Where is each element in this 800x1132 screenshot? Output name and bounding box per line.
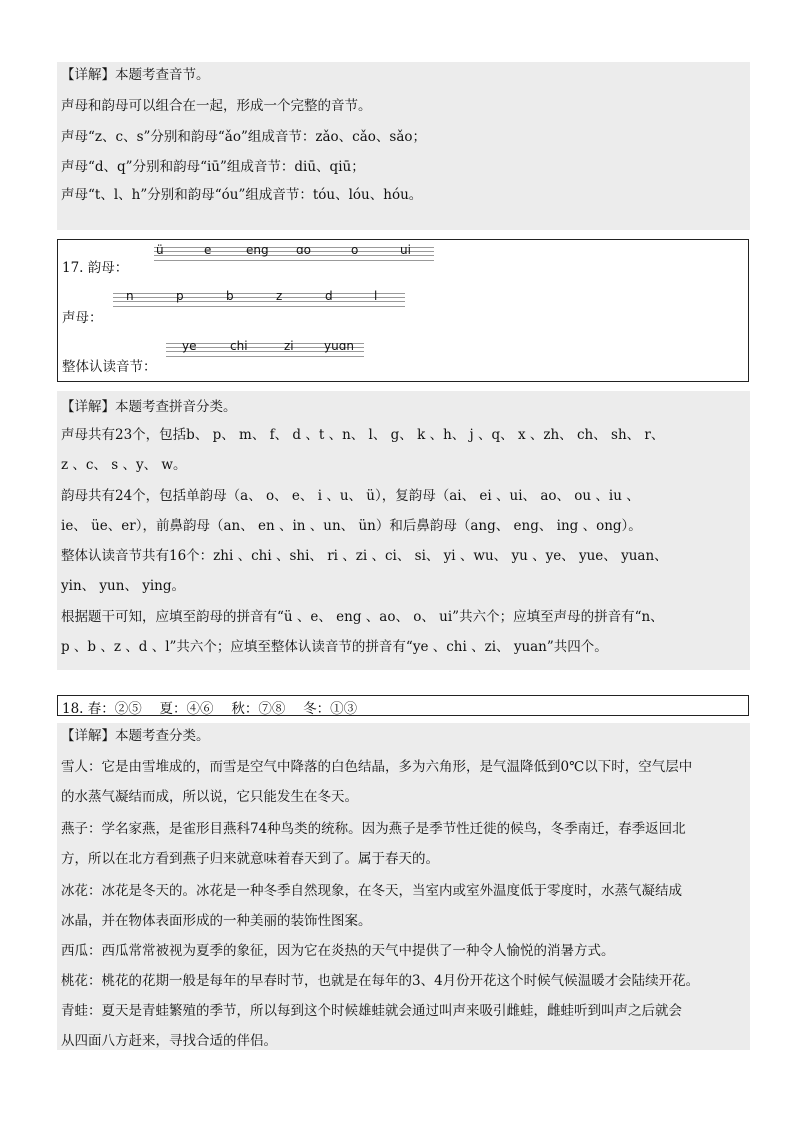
explanation-16-line: 声母“d、q”分别和韵母“iū”组成音节：diū、qiū； [61, 159, 365, 175]
zhengti-staff [166, 339, 364, 357]
explanation-17-line: 根据题干可知，应填至韵母的拼音有“ü 、e、 eng 、ao、 o、 ui”共六个；应填至声母的拼音有“n、 [61, 609, 664, 625]
zhengti-item: yuɑn [324, 339, 354, 353]
answer-18: 18. 春：②⑤ 夏：④⑥ 秋：⑦⑧ 冬：①③ [62, 701, 358, 717]
answer-box-18 [57, 695, 749, 716]
explanation-16-line: 声母“z、c、s”分别和韵母“ǎo”组成音节：zǎo、cǎo、sǎo； [61, 129, 427, 145]
shengmu-item: b [226, 289, 234, 303]
explanation-16-line: 【详解】本题考查音节。 [61, 67, 210, 83]
answer-box-17 [57, 239, 749, 382]
explanation-16-line: 声母和韵母可以组合在一起，形成一个完整的音节。 [61, 98, 372, 114]
yunmu-item: ü [156, 243, 164, 257]
zhengti-item: ye [182, 339, 197, 353]
explanation-16-background [57, 62, 750, 230]
shengmu-item: d [325, 289, 333, 303]
explanation-17-line: p 、b 、z 、d 、l”共六个；应填至整体认读音节的拼音有“ye 、chi 、zi、 yuan”共四个。 [61, 639, 608, 655]
zhengti-item: chi [230, 339, 248, 353]
yunmu-item: eng [246, 243, 269, 257]
shengmu-item: n [126, 289, 134, 303]
yunmu-item: ui [400, 243, 411, 257]
explanation-18-line: 西瓜：西瓜常常被视为夏季的象征，因为它在炎热的天气中提供了一种令人愉悦的消暑方式。 [61, 943, 615, 959]
explanation-18-line: 桃花：桃花的花期一般是每年的早春时节，也就是在每年的3、4月份开花这个时候气候温暖才会陆续开花。 [61, 973, 700, 989]
yunmu-item: e [204, 243, 212, 257]
explanation-17-line: ie、 üe、er），前鼻韵母（an、 en 、in 、un、 ün）和后鼻韵母（ang、 eng、 ing 、ong）。 [61, 518, 642, 534]
explanation-17-line: 韵母共有24个，包括单韵母（a、 o、 e、 i 、u、 ü），复韵母（ai、 ei 、ui、 ao、 ou 、iu 、 [61, 488, 640, 504]
shengmu-item: l [374, 289, 378, 303]
explanation-18-line: 的水蒸气凝结而成，所以说，它只能发生在冬天。 [61, 789, 358, 805]
explanation-18-line: 青蛙：夏天是青蛙繁殖的季节，所以每到这个时候雄蛙就会通过叫声来吸引雌蛙，雌蛙听到叫声之后就会 [61, 1003, 682, 1019]
explanation-18-line: 冰晶，并在物体表面形成的一种美丽的装饰性图案。 [61, 913, 372, 929]
shengmu-label: 声母： [62, 310, 103, 326]
explanation-17-line: 整体认读音节共有16个：zhi 、chi 、shi、 ri 、zi 、ci、 si、 yi 、wu、 yu 、ye、 yue、 yuan、 [61, 548, 668, 564]
shengmu-staff [113, 289, 405, 307]
yunmu-item: ɑo [296, 243, 311, 257]
explanation-18-line: 【详解】本题考查分类。 [61, 728, 210, 744]
yunmu-staff [154, 243, 434, 261]
shengmu-item: p [176, 289, 184, 303]
explanation-17-line: 【详解】本题考查拼音分类。 [61, 399, 237, 415]
zhengti-label: 整体认读音节： [62, 359, 157, 375]
explanation-18-line: 燕子：学名家燕，是雀形目燕科74种鸟类的统称。因为燕子是季节性迁徙的候鸟，冬季南迁，春季返回北 [61, 821, 686, 837]
explanation-18-line: 雪人：它是由雪堆成的，而雪是空气中降落的白色结晶，多为六角形，是气温降低到0℃以下时，空气层中 [61, 759, 693, 775]
yunmu-item: o [351, 243, 359, 257]
explanation-16-line: 声母“t、l、h”分别和韵母“óu”组成音节：tóu、lóu、hóu。 [61, 187, 423, 203]
explanation-17-line: 声母共有23个，包括b、 p、 m、 f、 d 、t 、n、 l、 g、 k 、h、 j 、q、 x 、zh、 ch、 sh、 r、 [61, 427, 665, 443]
explanation-18-line: 从四面八方赶来，寻找合适的伴侣。 [61, 1033, 277, 1049]
explanation-17-line: yin、 yun、 ying。 [61, 578, 186, 594]
explanation-18-line: 冰花：冰花是冬天的。冰花是一种冬季自然现象，在冬天，当室内或室外温度低于零度时，水蒸气凝结成 [61, 883, 682, 899]
explanation-18-line: 方，所以在北方看到燕子归来就意味着春天到了。属于春天的。 [61, 851, 439, 867]
yunmu-label: 17. 韵母： [62, 260, 129, 276]
zhengti-item: zi [284, 339, 294, 353]
explanation-17-line: z 、c、 s 、y、 w。 [61, 457, 187, 473]
shengmu-item: z [276, 289, 283, 303]
